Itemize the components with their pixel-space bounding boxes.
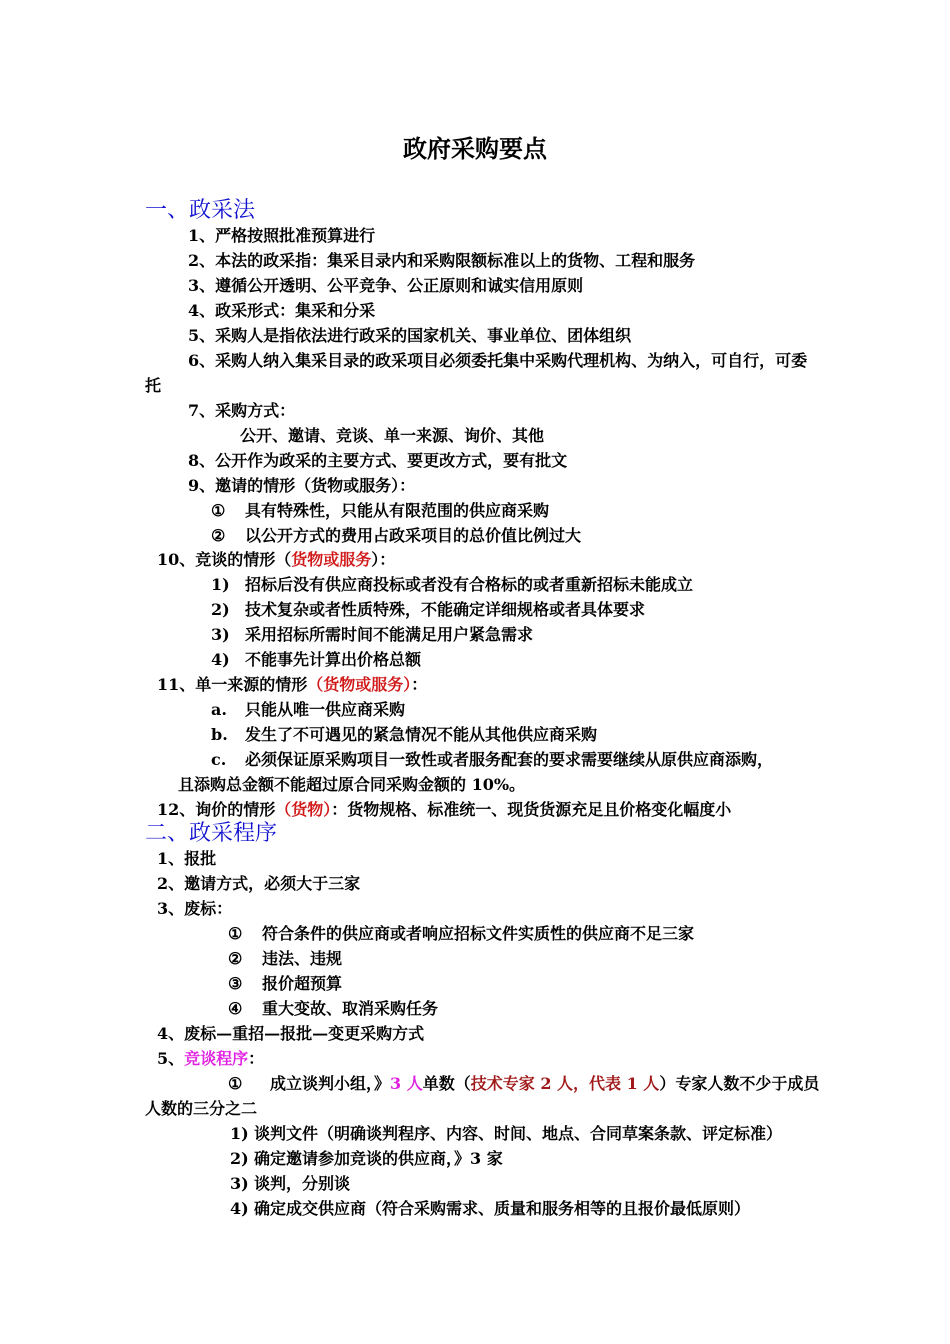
s2-item-3-2: 违法、违规 [262, 949, 343, 968]
s1-item-12-text-end: ：货物规格、标准统一、现货货源充足且价格变化幅度小 [331, 800, 732, 819]
s1-item-10 [157, 549, 395, 571]
s2-item-5-highlight: 竞谈程序 [184, 1049, 249, 1068]
s1-item-8: 8、公开作为政采的主要方式、要更改方式，要有批文 [188, 451, 568, 470]
list-marker: ④ [228, 999, 243, 1018]
s1-item-7: 7、采购方式： [188, 401, 296, 420]
s1-item-3: 3、遵循公开透明、公平竞争、公正原则和诚实信用原则 [188, 276, 584, 295]
s2-item-5-text: 5、 [157, 1049, 185, 1068]
s1-item-9-2: 以公开方式的费用占政采项目的总价值比例过大 [245, 526, 582, 545]
list-marker: b. [211, 725, 228, 744]
s2-item-5-text-end: ： [248, 1049, 265, 1068]
list-marker: 3) [211, 625, 230, 644]
s1-item-10-text: 10、竞谈的情形（ [157, 550, 292, 569]
s2-item-5-1-text: 成立谈判小组，》 [270, 1074, 391, 1093]
s1-item-7-sub: 公开、邀请、竞谈、单一来源、询价、其他 [240, 426, 545, 445]
s1-item-11-highlight: （货物或服务） [307, 675, 412, 694]
s1-item-9: 9、邀请的情形（货物或服务）： [188, 476, 416, 495]
s2-item-5 [157, 1048, 264, 1070]
s2-item-5-sub-2: 确定邀请参加竞谈的供应商，》3 家 [254, 1149, 503, 1168]
list-marker: ① [228, 924, 243, 943]
section-heading-1: 一、政采法 [145, 198, 256, 223]
list-marker: ① [211, 501, 226, 520]
s1-item-10-highlight: 货物或服务 [291, 550, 372, 569]
s1-item-10-3: 采用招标所需时间不能满足用户紧急需求 [245, 625, 534, 644]
s1-item-10-text-end: ）： [371, 550, 396, 569]
s1-item-5: 5、采购人是指依法进行政采的国家机关、事业单位、团体组织 [188, 326, 632, 345]
s1-item-6: 6、采购人纳入集采目录的政采项目必须委托集中采购代理机构、为纳入，可自行，可委 [188, 351, 808, 370]
s2-item-3-3: 报价超预算 [262, 974, 343, 993]
s2-item-5-sub-1: 谈判文件（明确谈判程序、内容、时间、地点、合同草案条款、评定标准） [254, 1124, 783, 1143]
s1-item-11-c: 必须保证原采购项目一致性或者服务配套的要求需要继续从原供应商添购， [245, 750, 774, 769]
list-marker: ② [211, 526, 226, 545]
s1-item-11-c-cont: 且添购总金额不能超过原合同采购金额的 10%。 [178, 775, 526, 794]
s2-item-3-1: 符合条件的供应商或者响应招标文件实质性的供应商不足三家 [262, 924, 695, 943]
s1-item-11-text-end: ： [411, 675, 428, 694]
list-marker: 3) [230, 1174, 249, 1193]
s2-item-5-1 [270, 1073, 819, 1095]
list-marker: a. [211, 700, 227, 719]
s1-item-1: 1、严格按照批准预算进行 [188, 226, 376, 245]
s1-item-11-b: 发生了不可遇见的紧急情况不能从其他供应商采购 [245, 725, 598, 744]
s1-item-12 [157, 799, 731, 821]
list-marker: 4) [211, 650, 230, 669]
list-marker: 1) [211, 575, 230, 594]
s1-item-12-text: 12、询价的情形 [157, 800, 276, 819]
s1-item-9-1: 具有特殊性，只能从有限范围的供应商采购 [245, 501, 550, 520]
section-heading-2: 二、政采程序 [145, 821, 278, 846]
s1-item-4: 4、政采形式：集采和分采 [188, 301, 376, 320]
s2-item-1: 1、报批 [157, 849, 217, 868]
s1-item-6-cont: 托 [145, 376, 162, 395]
list-marker: 2) [211, 600, 230, 619]
list-marker: ② [228, 949, 243, 968]
s1-item-12-highlight: （货物） [275, 800, 332, 819]
s2-item-3-4: 重大变故、取消采购任务 [262, 999, 439, 1018]
s2-item-5-1-text-mid: 单数（ [422, 1074, 471, 1093]
s2-item-5-sub-4: 确定成交供应商（符合采购需求、质量和服务相等的且报价最低原则） [254, 1199, 751, 1218]
list-marker: c. [211, 750, 227, 769]
list-marker: 4) [230, 1199, 249, 1218]
s1-item-2: 2、本法的政采指：集采目录内和采购限额标准以上的货物、工程和服务 [188, 251, 696, 270]
s2-item-5-sub-3: 谈判，分别谈 [254, 1174, 351, 1193]
list-marker: 1) [230, 1124, 249, 1143]
s1-item-11-text: 11、单一来源的情形 [157, 675, 308, 694]
list-marker: 2) [230, 1149, 249, 1168]
s1-item-11 [157, 674, 427, 696]
s2-item-4: 4、废标—重招—报批—变更采购方式 [157, 1024, 425, 1043]
s2-item-3: 3、废标： [157, 899, 233, 918]
list-marker: ③ [228, 974, 243, 993]
page-title: 政府采购要点 [403, 134, 547, 163]
s1-item-11-a: 只能从唯一供应商采购 [245, 700, 406, 719]
s2-item-5-1-text-end: ）专家人数不少于成员 [659, 1074, 820, 1093]
s2-item-2: 2、邀请方式，必须大于三家 [157, 874, 361, 893]
s2-item-5-1-cont: 人数的三分之二 [145, 1099, 258, 1118]
s1-item-10-2: 技术复杂或者性质特殊，不能确定详细规格或者具体要求 [245, 600, 646, 619]
s2-item-5-1-experts: 技术专家 2 人，代表 1 人 [470, 1074, 660, 1093]
s1-item-10-1: 招标后没有供应商投标或者没有合格标的或者重新招标未能成立 [245, 575, 694, 594]
s2-item-5-1-highlight: 3 人 [390, 1074, 423, 1093]
list-marker: ① [228, 1074, 243, 1093]
s1-item-10-4: 不能事先计算出价格总额 [245, 650, 422, 669]
